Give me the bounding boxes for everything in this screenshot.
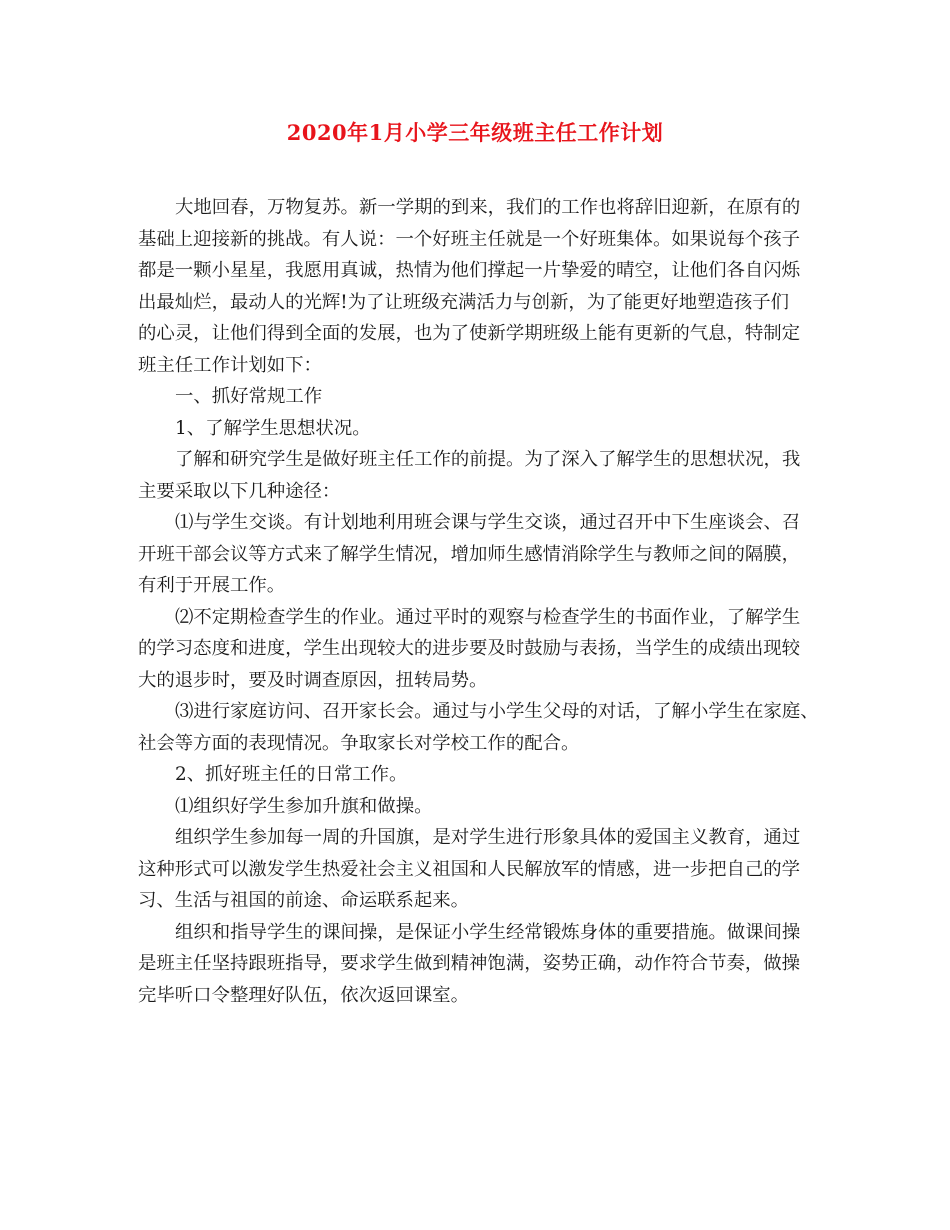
text-line: 出最灿烂，最动人的光辉!为了让班级充满活力与创新，为了能更好地塑造孩子们 — [138, 291, 790, 313]
text-line: 组织学生参加每一周的升国旗，是对学生进行形象具体的爱国主义教育，通过 — [175, 827, 801, 848]
text-line: 开班干部会议等方式来了解学生情况，增加师生感情消除学生与教师之间的隔膜， — [138, 543, 801, 565]
document-title: 2020年1月小学三年级班主任工作计划 — [286, 120, 664, 145]
text-line: 1、了解学生思想状况。 — [175, 417, 371, 439]
text-line: 了解和研究学生是做好班主任工作的前提。为了深入了解学生的思想状况，我 — [175, 449, 801, 470]
text-line: 大地回春，万物复苏。新一学期的到来，我们的工作也将辞旧迎新，在原有的 — [175, 197, 801, 218]
text-line: ⑶进行家庭访问、召开家长会。通过与小学生父母的对话，了解小学生在家庭、 — [175, 701, 819, 722]
text-line: 主要采取以下几种途径： — [138, 480, 341, 502]
text-line: ⑴与学生交谈。有计划地利用班会课与学生交谈，通过召开中下生座谈会、召 — [175, 512, 801, 533]
text-line: 的心灵，让他们得到全面的发展，也为了使新学期班级上能有更新的气息，特制定 — [138, 323, 801, 344]
text-line: 完毕听口令整理好队伍，依次返回课室。 — [138, 984, 470, 1006]
document-body — [138, 192, 828, 1011]
text-line: 基础上迎接新的挑战。有人说：一个好班主任就是一个好班集体。如果说每个孩子 — [138, 228, 801, 250]
text-line: 2、抓好班主任的日常工作。 — [175, 764, 408, 785]
text-line: 社会等方面的表现情况。争取家长对学校工作的配合。 — [138, 732, 580, 754]
text-line: 班主任工作计划如下： — [138, 354, 322, 376]
text-line: 有利于开展工作。 — [138, 575, 286, 596]
text-line: ⑴组织好学生参加升旗和做操。 — [175, 795, 433, 817]
text-line: 的学习态度和进度，学生出现较大的进步要及时鼓励与表扬，当学生的成绩出现较 — [138, 638, 801, 659]
text-line: 都是一颗小星星，我愿用真诚，热情为他们撑起一片挚爱的晴空，让他们各自闪烁 — [138, 260, 801, 281]
text-line: ⑵不定期检查学生的作业。通过平时的观察与检查学生的书面作业，了解学生 — [175, 606, 801, 628]
text-line: 习、生活与祖国的前途、命运联系起来。 — [138, 890, 470, 911]
text-line: 大的退步时，要及时调查原因，扭转局势。 — [138, 669, 488, 691]
text-line: 一、抓好常规工作 — [175, 386, 323, 407]
text-line: 是班主任坚持跟班指导，要求学生做到精神饱满，姿势正确，动作符合节奏，做操 — [138, 953, 801, 974]
text-line: 这种形式可以激发学生热爱社会主义祖国和人民解放军的情感，进一步把自己的学 — [138, 858, 801, 880]
text-line: 组织和指导学生的课间操，是保证小学生经常锻炼身体的重要措施。做课间操 — [175, 921, 801, 943]
